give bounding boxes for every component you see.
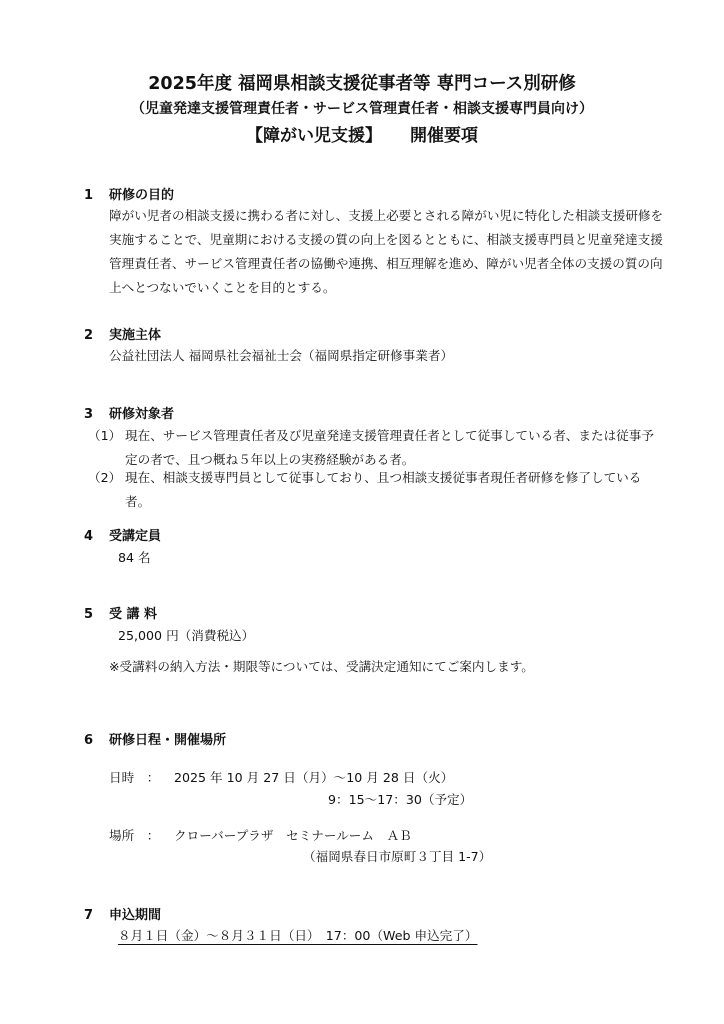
section-6-heading: 研修日程・開催場所 xyxy=(109,733,227,748)
section-4-number: 4 xyxy=(84,529,94,544)
section-4-heading: 受講定員 xyxy=(109,529,162,544)
document-title: 2025年度 福岡県相談支援従事者等 専門コース別研修 xyxy=(148,74,576,94)
section-3-item-1-mark: （1） xyxy=(88,428,122,443)
section-2-body: 公益社団法人 福岡県社会福祉士会（福岡県指定研修事業者） xyxy=(109,348,454,363)
section-1-heading: 研修の目的 xyxy=(109,188,175,203)
section-6-number: 6 xyxy=(84,733,94,748)
section-1-number: 1 xyxy=(84,188,94,203)
section-3-item-2-mark: （2） xyxy=(88,470,122,485)
place-label: 場所 ： xyxy=(109,828,160,843)
section-3-heading: 研修対象者 xyxy=(109,407,175,422)
place-value: クローバープラザ セミナールーム ＡＢ xyxy=(174,828,412,843)
section-5-number: 5 xyxy=(84,607,94,622)
section-3-number: 3 xyxy=(84,407,94,422)
section-2-heading: 実施主体 xyxy=(109,328,162,343)
category-label: 【障がい児支援】 xyxy=(246,126,382,146)
section-3-item-2-text: 現在、相談支援専門員として従事しており、且つ相談支援従事者現任者研修を修了している者。 xyxy=(125,470,642,509)
place-address: （福岡県春日市原町３丁目 1-7） xyxy=(303,849,492,864)
outline-label: 開催要項 xyxy=(410,126,478,146)
fee-note: ※受講料の納入方法・期限等については、受講決定通知にてご案内します。 xyxy=(109,659,534,674)
section-7-heading: 申込期間 xyxy=(109,908,162,923)
document-title-line3 xyxy=(0,121,724,146)
application-period: ８月１日（金）～８月３１日（日） 17：00（Web 申込完了） xyxy=(118,928,478,943)
date-value: 2025 年 10 月 27 日（月）～10 月 28 日（火） xyxy=(174,770,454,785)
section-3-item-1-text: 現在、サービス管理責任者及び児童発達支援管理責任者として従事している者、または従事予定の者で、且つ概ね５年以上の実務経験がある者。 xyxy=(125,428,654,467)
date-label: 日時 ： xyxy=(109,770,160,785)
document-subtitle: （児童発達支援管理責任者・サービス管理責任者・相談支援専門員向け） xyxy=(131,101,593,117)
section-7-number: 7 xyxy=(84,908,94,923)
capacity-value: 84 名 xyxy=(118,550,151,565)
section-1-body: 障がい児者の相談支援に携わる者に対し、支援上必要とされる障がい児に特化した相談支援研修を実施することで、児童期における支援の質の向上を図るとともに、相談支援専門員と児童発達支援管理責任者、サービス管理責任者の協働や連携、相互理解を進め、障がい児者全体の支援の質の向上へとつないでいくことを目的とする。 xyxy=(109,208,664,295)
time-value: 9：15～17：30（予定） xyxy=(328,792,473,807)
fee-value: 25,000 円（消費税込） xyxy=(118,628,255,643)
section-5-heading: 受 講 料 xyxy=(109,607,158,622)
section-2-number: 2 xyxy=(84,328,94,343)
